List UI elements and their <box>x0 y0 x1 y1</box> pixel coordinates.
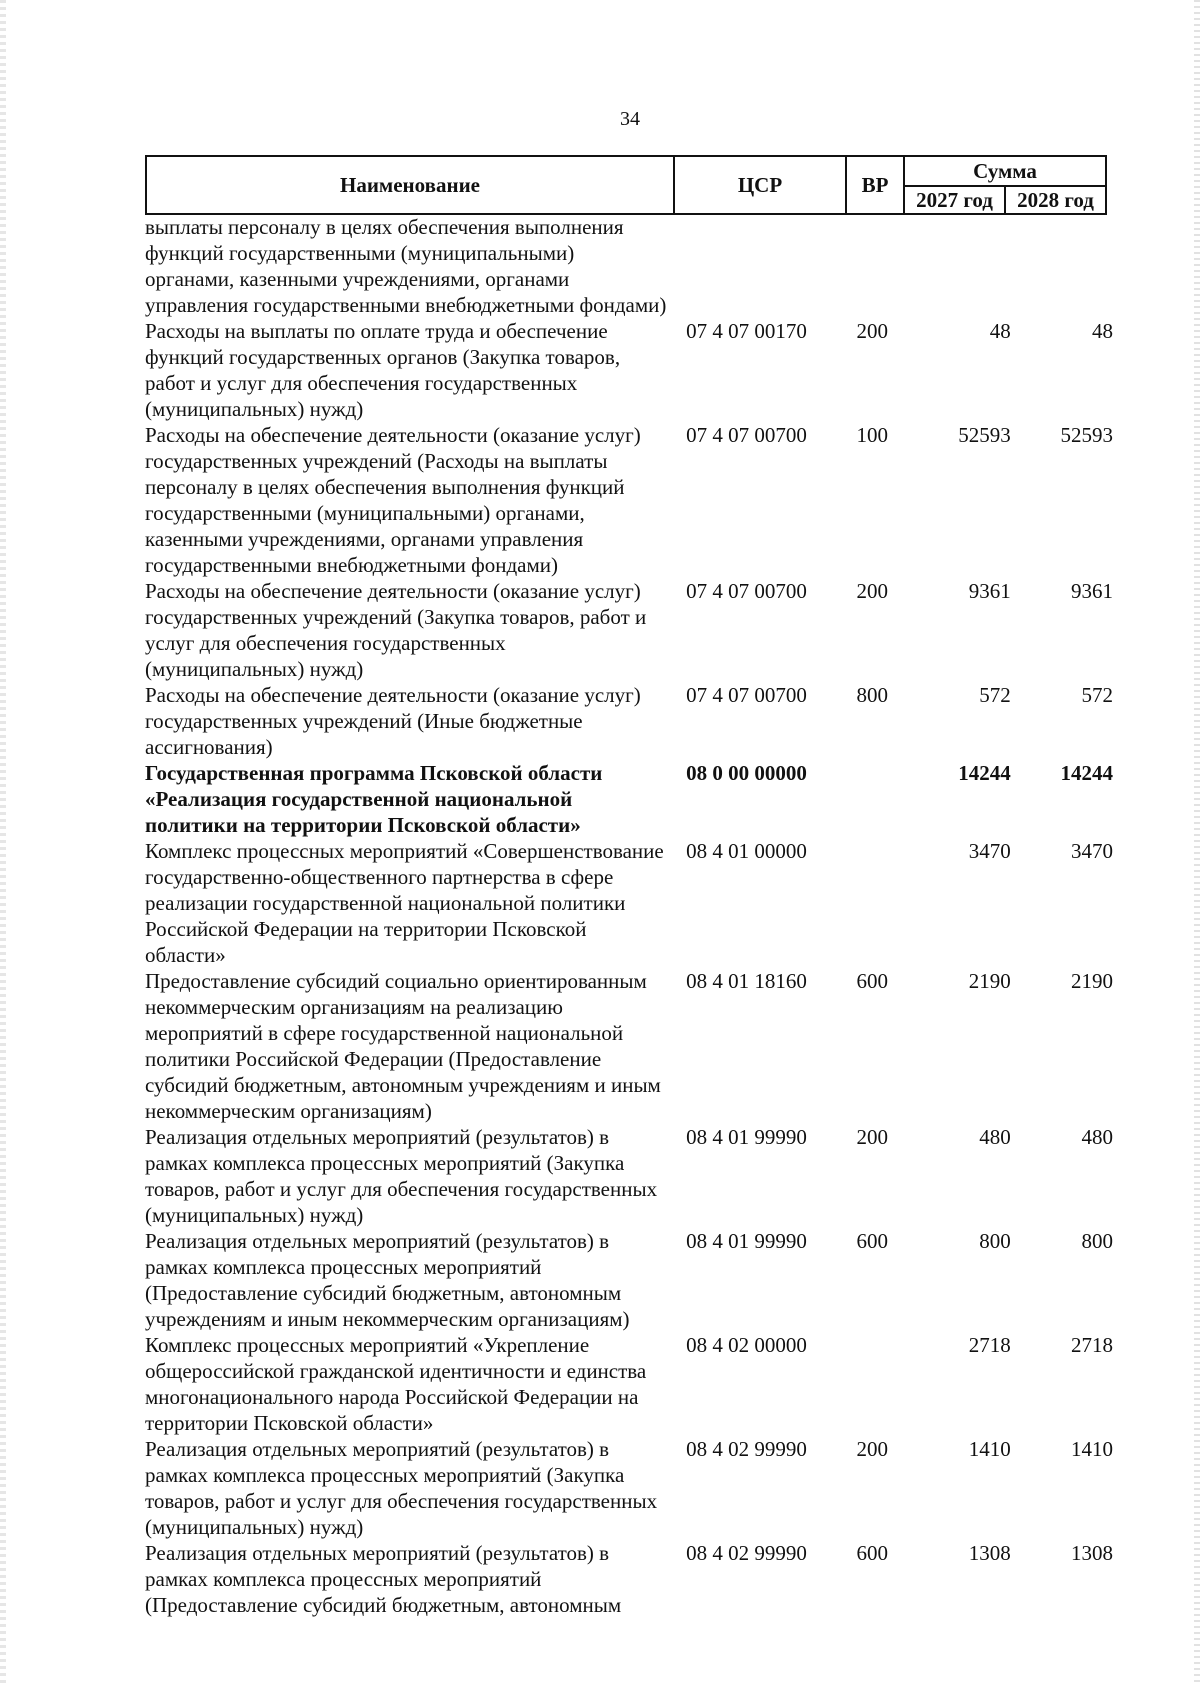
row-name: Расходы на выплаты по оплате труда и обеспечение функций государственных органов (Закупка товаров, работ и услуг для обеспечения государственных (муниципальных) нужд) <box>145 319 621 421</box>
row-csr-code: 08 4 01 99990 <box>686 1229 807 1253</box>
row-name: выплаты персоналу в целях обеспечения выполнения функций государственными (муниципальными) органами, казенными учреждениями, органами управления государственными внебюджетными фондами) <box>145 215 667 317</box>
row-amount-2028: 2190 <box>1071 969 1113 993</box>
row-csr-code: 08 0 00 00000 <box>686 761 807 785</box>
table-row <box>145 318 1113 422</box>
row-amount-2027: 572 <box>979 683 1011 707</box>
row-vr-code: 600 <box>856 969 888 993</box>
row-name: Реализация отдельных мероприятий (результатов) в рамках комплекса процессных мероприятий (Предоставление субсидий бюджетным, автономным учреждениям и иным некоммерческим организациям) <box>145 1229 630 1331</box>
header-vr: ВР <box>846 156 904 214</box>
table-row <box>145 1436 1113 1540</box>
row-vr-code: 600 <box>856 1541 888 1565</box>
row-amount-2028: 572 <box>1081 683 1113 707</box>
table-row <box>145 422 1113 578</box>
table-row <box>145 838 1113 968</box>
table-row <box>145 760 1113 838</box>
table-row <box>145 1332 1113 1436</box>
row-amount-2027: 1308 <box>968 1541 1011 1565</box>
row-name: Комплекс процессных мероприятий «Совершенствование государственно-общественного партнерства в сфере реализации государственной национальной политики Российской Федерации на территории Псковской области» <box>145 839 664 967</box>
row-amount-2027: 2718 <box>968 1333 1011 1357</box>
table-row <box>145 682 1113 760</box>
row-vr-code <box>856 214 906 318</box>
row-amount-2027: 52593 <box>958 423 1011 447</box>
table-row <box>145 214 1113 318</box>
row-vr-code: 600 <box>856 1229 888 1253</box>
row-name: Расходы на обеспечение деятельности (оказание услуг) государственных учреждений (Иные бюджетные ассигнования) <box>145 683 641 759</box>
row-vr-code: 200 <box>856 1437 888 1461</box>
row-amount-2027: 800 <box>979 1229 1011 1253</box>
row-amount-2027: 2190 <box>968 969 1011 993</box>
row-name: Предоставление субсидий социально ориентированным некоммерческим организациям на реализацию мероприятий в сфере государственной национальной политики Российской Федерации (Предоставление субсидий бюджетным, автономным учреждениям и иным некоммерческим организациям) <box>145 969 661 1123</box>
table-row <box>145 1228 1113 1332</box>
row-amount-2028: 48 <box>1092 319 1113 343</box>
scan-edge-left <box>0 0 6 1686</box>
row-csr-code: 08 4 02 99990 <box>686 1437 807 1461</box>
row-csr-code: 07 4 07 00700 <box>686 579 807 603</box>
row-csr-code: 08 4 02 00000 <box>686 1333 807 1357</box>
row-amount-2028: 2718 <box>1071 1333 1113 1357</box>
row-amount-2028 <box>1013 214 1113 318</box>
row-name: Расходы на обеспечение деятельности (оказание услуг) государственных учреждений (Закупка товаров, работ и услуг для обеспечения государственных (муниципальных) нужд) <box>145 579 647 681</box>
row-amount-2027 <box>907 214 1013 318</box>
scan-edge-right <box>1194 0 1200 1686</box>
row-name: Реализация отдельных мероприятий (результатов) в рамках комплекса процессных мероприятий (Предоставление субсидий бюджетным, автономным <box>145 1541 622 1617</box>
row-vr-code: 200 <box>856 319 888 343</box>
row-vr-code: 200 <box>856 579 888 603</box>
row-amount-2027: 9361 <box>968 579 1011 603</box>
row-name: Государственная программа Псковской области «Реализация государственной национальной политики на территории Псковской области» <box>145 761 603 837</box>
budget-table <box>145 214 1113 1618</box>
table-row <box>145 1124 1113 1228</box>
header-year-2027: 2027 год <box>904 186 1005 214</box>
row-amount-2028: 52593 <box>1060 423 1113 447</box>
row-csr-code: 08 4 02 99990 <box>686 1541 807 1565</box>
budget-table-body <box>145 214 1113 1618</box>
row-csr-code: 07 4 07 00700 <box>686 683 807 707</box>
row-amount-2027: 48 <box>989 319 1011 343</box>
row-vr-code <box>856 838 906 968</box>
row-amount-2028: 14244 <box>1060 761 1113 785</box>
row-name: Расходы на обеспечение деятельности (оказание услуг) государственных учреждений (Расходы на выплаты персоналу в целях обеспечения выполнения функций государственными (муниципальными) органами, казенными учреждениями, органами управления государственными внебюджетными фондами) <box>145 423 641 577</box>
row-amount-2027: 14244 <box>958 761 1011 785</box>
row-amount-2028: 800 <box>1081 1229 1113 1253</box>
table-row <box>145 578 1113 682</box>
row-name: Реализация отдельных мероприятий (результатов) в рамках комплекса процессных мероприятий (Закупка товаров, работ и услуг для обеспечения государственных (муниципальных) нужд) <box>145 1437 658 1539</box>
row-csr-code: 08 4 01 00000 <box>686 839 807 863</box>
row-amount-2027: 3470 <box>968 839 1011 863</box>
row-amount-2027: 1410 <box>968 1437 1011 1461</box>
row-csr-code: 07 4 07 00170 <box>686 319 807 343</box>
row-amount-2028: 3470 <box>1071 839 1113 863</box>
row-vr-code: 200 <box>856 1125 888 1149</box>
row-amount-2028: 1410 <box>1071 1437 1113 1461</box>
row-amount-2028: 1308 <box>1071 1541 1113 1565</box>
table-header <box>145 155 1107 215</box>
row-vr-code: 800 <box>856 683 888 707</box>
row-vr-code <box>856 760 906 838</box>
row-vr-code <box>856 1332 906 1436</box>
row-csr-code <box>672 214 856 318</box>
row-csr-code: 08 4 01 18160 <box>686 969 807 993</box>
row-name: Реализация отдельных мероприятий (результатов) в рамках комплекса процессных мероприятий (Закупка товаров, работ и услуг для обеспечения государственных (муниципальных) нужд) <box>145 1125 658 1227</box>
table-row <box>145 968 1113 1124</box>
header-year-2028: 2028 год <box>1005 186 1106 214</box>
page-number: 34 <box>620 108 640 130</box>
row-amount-2027: 480 <box>979 1125 1011 1149</box>
header-csr: ЦСР <box>674 156 846 214</box>
row-csr-code: 07 4 07 00700 <box>686 423 807 447</box>
table-row <box>145 1540 1113 1618</box>
row-csr-code: 08 4 01 99990 <box>686 1125 807 1149</box>
header-name: Наименование <box>146 156 674 214</box>
row-amount-2028: 480 <box>1081 1125 1113 1149</box>
row-amount-2028: 9361 <box>1071 579 1113 603</box>
header-sum: Сумма <box>904 156 1106 186</box>
row-name: Комплекс процессных мероприятий «Укрепление общероссийской гражданской идентичности и единства многонационального народа Российской Федерации на территории Псковской области» <box>145 1333 647 1435</box>
row-vr-code: 100 <box>856 423 888 447</box>
